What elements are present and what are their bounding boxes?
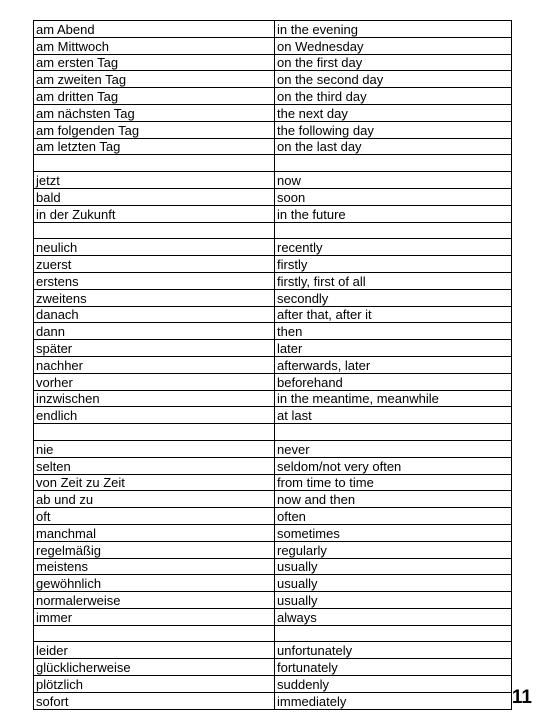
german-term <box>34 155 275 172</box>
table-row <box>34 323 512 340</box>
german-term: manchmal <box>34 524 275 541</box>
german-term: regelmäßig <box>34 541 275 558</box>
english-translation: firstly <box>275 256 512 273</box>
table-row <box>34 457 512 474</box>
table-row <box>34 172 512 189</box>
german-term: zweitens <box>34 289 275 306</box>
english-translation: on the last day <box>275 138 512 155</box>
table-row <box>34 424 512 441</box>
german-term: am ersten Tag <box>34 54 275 71</box>
english-translation: secondly <box>275 289 512 306</box>
german-term: immer <box>34 608 275 625</box>
english-translation: unfortunately <box>275 642 512 659</box>
table-row <box>34 592 512 609</box>
english-translation <box>275 155 512 172</box>
german-term: am Abend <box>34 21 275 38</box>
english-translation: in the meantime, meanwhile <box>275 390 512 407</box>
table-row <box>34 104 512 121</box>
table-row <box>34 256 512 273</box>
english-translation: in the evening <box>275 21 512 38</box>
german-term: in der Zukunft <box>34 205 275 222</box>
english-translation: beforehand <box>275 373 512 390</box>
table-row <box>34 659 512 676</box>
table-row <box>34 155 512 172</box>
table-row <box>34 608 512 625</box>
english-translation <box>275 222 512 239</box>
german-term: nie <box>34 440 275 457</box>
table-row <box>34 340 512 357</box>
german-term: sofort <box>34 692 275 709</box>
german-term: oft <box>34 508 275 525</box>
german-term: neulich <box>34 239 275 256</box>
table-row <box>34 373 512 390</box>
german-term <box>34 222 275 239</box>
english-translation: usually <box>275 575 512 592</box>
german-term: nachher <box>34 356 275 373</box>
page-number: 11 <box>511 687 532 708</box>
table-row <box>34 37 512 54</box>
table-row <box>34 88 512 105</box>
table-row <box>34 642 512 659</box>
english-translation: fortunately <box>275 659 512 676</box>
english-translation: on Wednesday <box>275 37 512 54</box>
english-translation: on the second day <box>275 71 512 88</box>
english-translation: the next day <box>275 104 512 121</box>
german-term: ab und zu <box>34 491 275 508</box>
english-translation: the following day <box>275 121 512 138</box>
german-term: meistens <box>34 558 275 575</box>
german-term: leider <box>34 642 275 659</box>
english-translation: from time to time <box>275 474 512 491</box>
table-row <box>34 121 512 138</box>
english-translation: after that, after it <box>275 306 512 323</box>
english-translation: now and then <box>275 491 512 508</box>
german-term: gewöhnlich <box>34 575 275 592</box>
english-translation: recently <box>275 239 512 256</box>
german-term: endlich <box>34 407 275 424</box>
table-row <box>34 575 512 592</box>
table-row <box>34 272 512 289</box>
table-row <box>34 138 512 155</box>
english-translation: at last <box>275 407 512 424</box>
german-term: dann <box>34 323 275 340</box>
english-translation <box>275 424 512 441</box>
german-term: am dritten Tag <box>34 88 275 105</box>
german-term: normalerweise <box>34 592 275 609</box>
german-term: zuerst <box>34 256 275 273</box>
table-row <box>34 356 512 373</box>
table-row <box>34 474 512 491</box>
table-row <box>34 71 512 88</box>
german-term: danach <box>34 306 275 323</box>
table-row <box>34 692 512 709</box>
german-term: plötzlich <box>34 676 275 693</box>
german-term <box>34 424 275 441</box>
german-term: selten <box>34 457 275 474</box>
table-row <box>34 508 512 525</box>
table-row <box>34 625 512 642</box>
table-row <box>34 440 512 457</box>
table-row <box>34 188 512 205</box>
german-term: später <box>34 340 275 357</box>
vocabulary-table <box>33 20 512 710</box>
table-row <box>34 239 512 256</box>
table-row <box>34 306 512 323</box>
english-translation: soon <box>275 188 512 205</box>
table-row <box>34 54 512 71</box>
english-translation: firstly, first of all <box>275 272 512 289</box>
english-translation: in the future <box>275 205 512 222</box>
table-row <box>34 407 512 424</box>
english-translation: later <box>275 340 512 357</box>
english-translation: immediately <box>275 692 512 709</box>
table-row <box>34 676 512 693</box>
german-term: glücklicherweise <box>34 659 275 676</box>
english-translation: afterwards, later <box>275 356 512 373</box>
table-row <box>34 390 512 407</box>
table-row <box>34 222 512 239</box>
english-translation: seldom/not very often <box>275 457 512 474</box>
german-term: jetzt <box>34 172 275 189</box>
german-term: am nächsten Tag <box>34 104 275 121</box>
german-term: bald <box>34 188 275 205</box>
english-translation: always <box>275 608 512 625</box>
table-row <box>34 491 512 508</box>
english-translation: never <box>275 440 512 457</box>
german-term: am Mittwoch <box>34 37 275 54</box>
english-translation <box>275 625 512 642</box>
english-translation: regularly <box>275 541 512 558</box>
english-translation: usually <box>275 558 512 575</box>
table-row <box>34 524 512 541</box>
english-translation: on the first day <box>275 54 512 71</box>
german-term: am folgenden Tag <box>34 121 275 138</box>
english-translation: often <box>275 508 512 525</box>
german-term: vorher <box>34 373 275 390</box>
english-translation: on the third day <box>275 88 512 105</box>
english-translation: suddenly <box>275 676 512 693</box>
german-term: erstens <box>34 272 275 289</box>
german-term <box>34 625 275 642</box>
table-row <box>34 205 512 222</box>
english-translation: usually <box>275 592 512 609</box>
vocabulary-table-body <box>34 21 512 710</box>
german-term: inzwischen <box>34 390 275 407</box>
table-row <box>34 289 512 306</box>
table-row <box>34 21 512 38</box>
german-term: von Zeit zu Zeit <box>34 474 275 491</box>
english-translation: then <box>275 323 512 340</box>
german-term: am letzten Tag <box>34 138 275 155</box>
english-translation: now <box>275 172 512 189</box>
german-term: am zweiten Tag <box>34 71 275 88</box>
table-row <box>34 558 512 575</box>
english-translation: sometimes <box>275 524 512 541</box>
table-row <box>34 541 512 558</box>
